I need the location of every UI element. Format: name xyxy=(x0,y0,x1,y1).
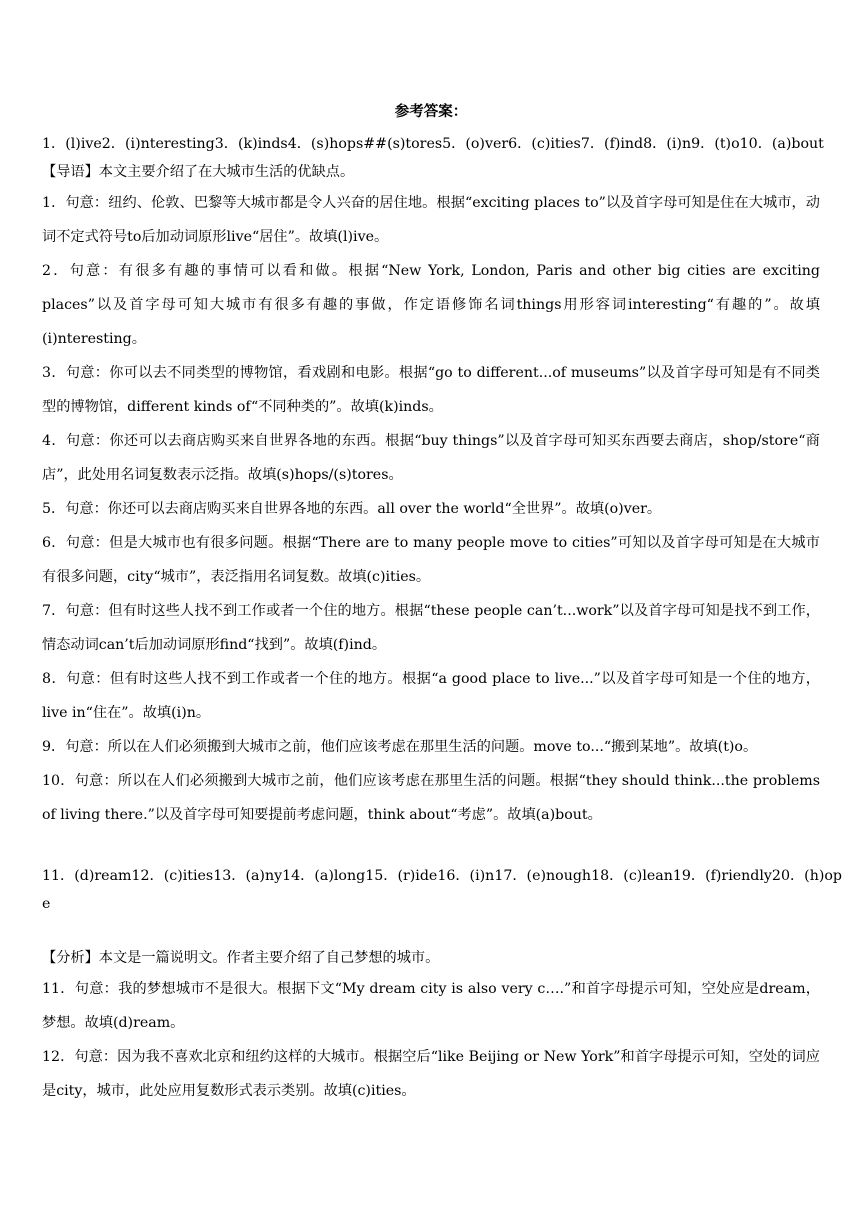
answer-item: 12．(c)ities xyxy=(131,868,214,884)
explanation-paragraph: 1．句意：纽约、伦敦、巴黎等大城市都是令人兴奋的居住地。根据“exciting places to”以及首字母可知是住在大城市，动词不定式符号to后加动词原形live“居住”。故填(l)ive。 xyxy=(42,195,820,245)
answer-item: 6．(c)ities xyxy=(508,136,581,152)
explanation-paragraph: 9．句意：所以在人们必须搬到大城市之前，他们应该考虑在那里生活的问题。move to...“搬到某地”。故填(t)o。 xyxy=(42,739,758,755)
answer-item: 10．(a)bout xyxy=(739,136,824,152)
explanation-paragraph: 10．句意：所以在人们必须搬到大城市之前，他们应该考虑在那里生活的问题。根据“they should think...the problems of living there.”以及首字母可知要提前考虑问题，think about“考虑”。故填(a)bout。 xyxy=(42,773,820,823)
answer-item: 11．(d)ream xyxy=(42,868,132,884)
answer-wrap-tail: e xyxy=(42,896,51,912)
answer-item: 9．(t)o xyxy=(691,136,740,152)
answer-page xyxy=(42,100,842,1108)
answer-item: 16．(i)n xyxy=(437,868,495,884)
answer-item: 5．(o)ver xyxy=(442,136,509,152)
answer-list-1 xyxy=(42,130,824,158)
explanation-paragraph: 5．句意：你还可以去商店购买来自世界各地的东西。all over the world“全世界”。故填(o)ver。 xyxy=(42,501,662,517)
explanation-paragraph: 7．句意：但有时这些人找不到工作或者一个住的地方。根据“these people can’t...work”以及首字母可知是找不到工作，情态动词can’t后加动词原形find“找到”。故填(f)ind。 xyxy=(42,603,820,653)
answer-list-2 xyxy=(42,862,842,890)
answer-item: 2．(i)nteresting xyxy=(101,136,215,152)
answer-item: 18．(c)lean xyxy=(591,868,673,884)
guide-text: 【导语】本文主要介绍了在大城市生活的优缺点。 xyxy=(42,164,355,180)
answer-item: 3．(k)inds xyxy=(214,136,288,152)
explanation-paragraph: 2．句意：有很多有趣的事情可以看和做。根据“New York, London, Paris and other big cities are exciting places”以及首字母可知大城市有很多有趣的事做，作定语修饰名词things用形容词interesting“有趣的”。故填(i)nteresting。 xyxy=(42,263,820,347)
answer-item: 15．(r)ide xyxy=(365,868,438,884)
explanation-paragraph: 4．句意：你还可以去商店购买来自世界各地的东西。根据“buy things”以及首字母可知买东西要去商店，shop/store“商店”，此处用名词复数表示泛指。故填(s)hops/(s)tores。 xyxy=(42,433,820,483)
explanation-paragraph: 11．句意：我的梦想城市不是很大。根据下文“My dream city is also very c….”和首字母提示可知，空处应是dream，梦想。故填(d)ream。 xyxy=(42,981,820,1031)
answer-item: 20．(h)op xyxy=(771,868,842,884)
answer-item: 8．(i)n xyxy=(643,136,692,152)
answer-item: 17．(e)nough xyxy=(494,868,592,884)
answer-item: 7．(f)ind xyxy=(580,136,644,152)
answer-item: 19．(f)riendly xyxy=(672,868,772,884)
answer-item: 4．(s)hops##(s)tores xyxy=(287,136,443,152)
page-title: 参考答案： xyxy=(394,103,468,120)
answer-item: 1．(l)ive xyxy=(42,136,102,152)
analysis-text: 【分析】本文是一篇说明文。作者主要介绍了自己梦想的城市。 xyxy=(42,950,440,966)
explanation-paragraph: 8．句意：但有时这些人找不到工作或者一个住的地方。根据“a good place to live...”以及首字母可知是一个住的地方，live in“住在”。故填(i)n。 xyxy=(42,671,820,721)
explanation-paragraph: 6．句意：但是大城市也有很多问题。根据“There are to many people move to cities”可知以及首字母可知是在大城市有很多问题，city“城市”，表泛指用名词复数。故填(c)ities。 xyxy=(42,535,820,585)
explanation-paragraph: 3．句意：你可以去不同类型的博物馆，看戏剧和电影。根据“go to different...of museums”以及首字母可知是有不同类型的博物馆，different kinds of“不同种类的”。故填(k)inds。 xyxy=(42,365,820,415)
explanation-paragraph: 12．句意：因为我不喜欢北京和纽约这样的大城市。根据空后“like Beijing or New York”和首字母提示可知，空处的词应是city，城市，此处应用复数形式表示类别。故填(c)ities。 xyxy=(42,1049,820,1099)
answer-item: 14．(a)long xyxy=(282,868,366,884)
answer-item: 13．(a)ny xyxy=(213,868,283,884)
